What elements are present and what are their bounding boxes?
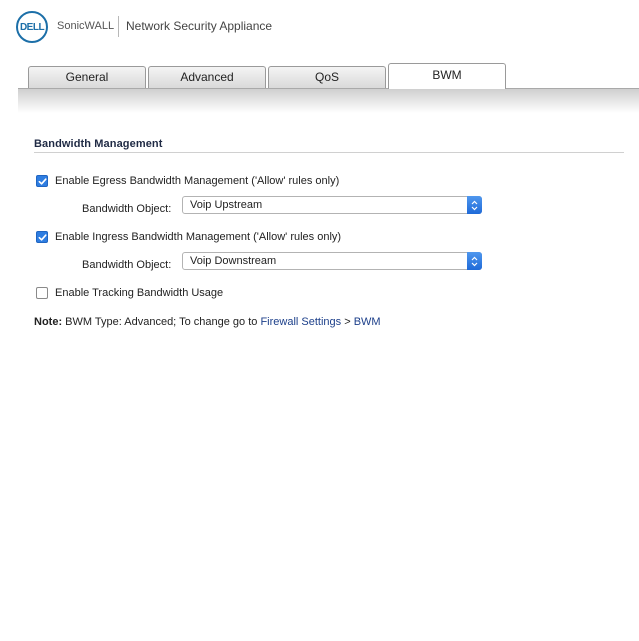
ingress-checkbox[interactable] <box>36 231 48 243</box>
section-title: Bandwidth Management <box>34 138 163 150</box>
tracking-checkbox[interactable] <box>36 287 48 299</box>
header-divider <box>118 16 119 37</box>
note-text: BWM Type: Advanced; To change go to <box>62 316 261 328</box>
select-arrows-icon <box>467 196 482 214</box>
ingress-object-label: Bandwidth Object: <box>82 259 172 271</box>
bwm-link[interactable]: BWM <box>353 316 381 328</box>
note-prefix: Note: <box>34 316 63 328</box>
tab-bwm[interactable]: BWM <box>388 63 506 89</box>
ingress-label: Enable Ingress Bandwidth Management ('Allow' rules only) <box>55 231 342 243</box>
product-name: Network Security Appliance <box>126 19 273 33</box>
select-arrows-icon <box>467 252 482 270</box>
tab-panel-bar <box>18 88 639 113</box>
tab-general[interactable]: General <box>28 66 146 88</box>
section-divider <box>34 152 624 153</box>
egress-object-value: Voip Upstream <box>190 199 263 211</box>
egress-object-select[interactable] <box>182 196 482 214</box>
note-separator: > <box>341 316 354 328</box>
egress-row <box>36 175 339 187</box>
egress-object-label: Bandwidth Object: <box>82 203 172 215</box>
tracking-row <box>36 287 223 299</box>
firewall-settings-link[interactable]: Firewall Settings <box>260 316 342 328</box>
app-header <box>0 0 639 54</box>
checkmark-icon <box>38 233 47 242</box>
tab-qos[interactable]: QoS <box>268 66 386 88</box>
tab-advanced[interactable]: Advanced <box>148 66 266 88</box>
bwm-note <box>34 316 381 328</box>
ingress-object-select[interactable] <box>182 252 482 270</box>
brand-name: SonicWALL <box>57 20 115 32</box>
tracking-label: Enable Tracking Bandwidth Usage <box>55 287 224 299</box>
dell-logo <box>16 11 48 43</box>
ingress-row <box>36 231 341 243</box>
ingress-object-value: Voip Downstream <box>190 255 277 267</box>
logo-text: DELL <box>19 21 45 33</box>
egress-checkbox[interactable] <box>36 175 48 187</box>
egress-label: Enable Egress Bandwidth Management ('Allow' rules only) <box>55 175 340 187</box>
checkmark-icon <box>38 177 47 186</box>
